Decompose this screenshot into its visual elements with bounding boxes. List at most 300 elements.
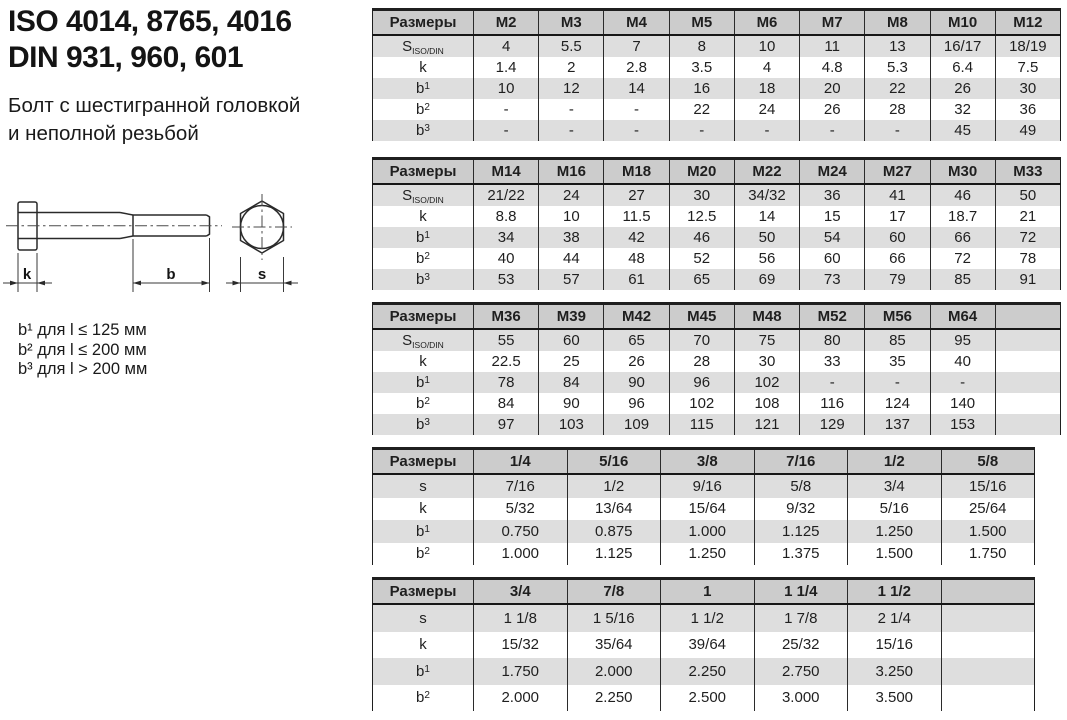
table-cell: 13 bbox=[865, 35, 930, 57]
table-cell-empty bbox=[941, 604, 1035, 632]
dimension-table-metric-table-2 bbox=[372, 157, 1061, 290]
table-cell: - bbox=[800, 120, 865, 141]
table-col-header: M48 bbox=[734, 304, 799, 330]
table-cell: 75 bbox=[734, 329, 799, 351]
table-cell: 1.500 bbox=[941, 520, 1035, 543]
table-cell: 14 bbox=[604, 78, 669, 99]
table-col-header: M33 bbox=[995, 159, 1060, 185]
table-cell: 46 bbox=[930, 184, 995, 206]
table-cell: - bbox=[669, 120, 734, 141]
row-label: $b^2$ bbox=[416, 395, 430, 412]
table-cell: 4 bbox=[474, 35, 539, 57]
table-col-header: M39 bbox=[539, 304, 604, 330]
table-cell: 2.8 bbox=[604, 57, 669, 78]
table-cell: 38 bbox=[539, 227, 604, 248]
dimension-table-imperial-table-2 bbox=[372, 577, 1035, 711]
table-cell: 40 bbox=[474, 248, 539, 269]
table-cell: 1 5/16 bbox=[567, 604, 661, 632]
table-cell: 30 bbox=[734, 351, 799, 372]
length-notes bbox=[18, 321, 147, 380]
table-cell: 25/64 bbox=[941, 498, 1035, 521]
table-cell: 60 bbox=[800, 248, 865, 269]
row-label: k bbox=[419, 636, 427, 654]
table-cell: 0.875 bbox=[567, 520, 661, 543]
table-cell-empty bbox=[995, 393, 1060, 414]
table-cell: 1.375 bbox=[754, 543, 848, 566]
table-header-label: Размеры bbox=[373, 579, 474, 605]
table-cell: 124 bbox=[865, 393, 930, 414]
table-row bbox=[373, 329, 1061, 351]
table-cell-empty bbox=[941, 658, 1035, 685]
row-label: s bbox=[419, 477, 427, 495]
table-col-header: M45 bbox=[669, 304, 734, 330]
table-col-header: M56 bbox=[865, 304, 930, 330]
table-cell: 10 bbox=[539, 206, 604, 227]
table-header-label: Размеры bbox=[373, 10, 474, 36]
table-row bbox=[373, 269, 1061, 290]
table-cell: 45 bbox=[930, 120, 995, 141]
table-cell: 27 bbox=[604, 184, 669, 206]
table-cell: 1.250 bbox=[661, 543, 755, 566]
table-cell: 109 bbox=[604, 414, 669, 435]
table-cell: 6.4 bbox=[930, 57, 995, 78]
table-cell: 4 bbox=[734, 57, 799, 78]
table-col-header: M18 bbox=[604, 159, 669, 185]
table-cell: 24 bbox=[734, 99, 799, 120]
dimension-s bbox=[226, 257, 298, 292]
table-cell: 7/16 bbox=[474, 474, 568, 498]
table-cell: - bbox=[800, 372, 865, 393]
table-cell: - bbox=[474, 120, 539, 141]
table-cell: 12 bbox=[539, 78, 604, 99]
table-cell: 61 bbox=[604, 269, 669, 290]
table-col-header: M27 bbox=[865, 159, 930, 185]
table-cell: 56 bbox=[734, 248, 799, 269]
table-cell: 2.250 bbox=[567, 685, 661, 712]
row-label: $b^1$ bbox=[416, 662, 430, 680]
table-cell-empty bbox=[995, 351, 1060, 372]
table-row bbox=[373, 414, 1061, 435]
table-cell: - bbox=[930, 372, 995, 393]
table-cell: 78 bbox=[474, 372, 539, 393]
table-cell: 54 bbox=[800, 227, 865, 248]
table-cell: 121 bbox=[734, 414, 799, 435]
table-col-header: 1 1/2 bbox=[848, 579, 942, 605]
table-row bbox=[373, 658, 1035, 685]
table-cell: 91 bbox=[995, 269, 1060, 290]
table-row bbox=[373, 227, 1061, 248]
table-cell: 1/2 bbox=[567, 474, 661, 498]
table-cell: 55 bbox=[474, 329, 539, 351]
table-cell-empty bbox=[941, 685, 1035, 712]
table-header-row bbox=[373, 159, 1061, 185]
table-cell: 78 bbox=[995, 248, 1060, 269]
table-col-header: 1/4 bbox=[474, 449, 568, 475]
table-cell: 11.5 bbox=[604, 206, 669, 227]
table-cell: 53 bbox=[474, 269, 539, 290]
table-row bbox=[373, 184, 1061, 206]
table-cell: 9/32 bbox=[754, 498, 848, 521]
table-cell: 95 bbox=[930, 329, 995, 351]
table-cell: - bbox=[865, 120, 930, 141]
table-cell: 1.4 bbox=[474, 57, 539, 78]
table-cell: 17 bbox=[865, 206, 930, 227]
table-cell: 15/64 bbox=[661, 498, 755, 521]
table-cell: 46 bbox=[669, 227, 734, 248]
table-header-row bbox=[373, 449, 1035, 475]
table-cell: 5/32 bbox=[474, 498, 568, 521]
table-cell: 39/64 bbox=[661, 632, 755, 659]
dimension-table-imperial-table-1 bbox=[372, 447, 1035, 565]
table-row bbox=[373, 474, 1035, 498]
table-cell: 1 1/8 bbox=[474, 604, 568, 632]
table-col-header: M2 bbox=[474, 10, 539, 36]
table-col-header: M52 bbox=[800, 304, 865, 330]
table-cell: 1.000 bbox=[661, 520, 755, 543]
table-header-row bbox=[373, 579, 1035, 605]
row-label: $b^3$ bbox=[416, 416, 430, 433]
row-label: $b^1$ bbox=[416, 80, 430, 97]
table-cell: 90 bbox=[604, 372, 669, 393]
table-cell: 30 bbox=[669, 184, 734, 206]
table-cell: 8.8 bbox=[474, 206, 539, 227]
table-cell: 7.5 bbox=[995, 57, 1060, 78]
table-col-header: M6 bbox=[734, 10, 799, 36]
table-cell: 140 bbox=[930, 393, 995, 414]
table-cell: 28 bbox=[669, 351, 734, 372]
table-cell: 36 bbox=[995, 99, 1060, 120]
note-b1: b¹ для l ≤ 125 мм bbox=[18, 321, 147, 339]
table-cell: 79 bbox=[865, 269, 930, 290]
table-cell: 96 bbox=[669, 372, 734, 393]
table-cell: 2.250 bbox=[661, 658, 755, 685]
table-cell: 60 bbox=[865, 227, 930, 248]
table-cell: 1.125 bbox=[567, 543, 661, 566]
table-cell: 84 bbox=[539, 372, 604, 393]
table-cell: 13/64 bbox=[567, 498, 661, 521]
table-cell: 2 1/4 bbox=[848, 604, 942, 632]
table-cell: - bbox=[474, 99, 539, 120]
table-cell: 153 bbox=[930, 414, 995, 435]
table-cell: 1.500 bbox=[848, 543, 942, 566]
row-label: $b^2$ bbox=[416, 250, 430, 267]
table-cell-empty bbox=[941, 632, 1035, 659]
table-row bbox=[373, 248, 1061, 269]
row-label: k bbox=[419, 353, 427, 370]
table-cell: 22 bbox=[865, 78, 930, 99]
table-row bbox=[373, 120, 1061, 141]
table-cell: 2.500 bbox=[661, 685, 755, 712]
table-col-header: M24 bbox=[800, 159, 865, 185]
row-label: $b^2$ bbox=[416, 545, 430, 563]
table-cell-empty bbox=[995, 372, 1060, 393]
table-header-row bbox=[373, 10, 1061, 36]
row-label: $b^2$ bbox=[416, 101, 430, 118]
table-cell: 3.000 bbox=[754, 685, 848, 712]
table-cell: 72 bbox=[995, 227, 1060, 248]
table-cell: 32 bbox=[930, 99, 995, 120]
table-cell: 15/32 bbox=[474, 632, 568, 659]
table-header-row bbox=[373, 304, 1061, 330]
table-cell: 1.750 bbox=[474, 658, 568, 685]
table-cell: 0.750 bbox=[474, 520, 568, 543]
row-label: $S_{ISO/DIN}$ bbox=[402, 186, 444, 205]
product-name bbox=[8, 92, 300, 148]
table-cell: 115 bbox=[669, 414, 734, 435]
table-cell: 2.000 bbox=[567, 658, 661, 685]
table-cell: 3/4 bbox=[848, 474, 942, 498]
table-cell: 50 bbox=[995, 184, 1060, 206]
table-col-header: M12 bbox=[995, 10, 1060, 36]
table-cell: 36 bbox=[800, 184, 865, 206]
table-col-header: M14 bbox=[474, 159, 539, 185]
product-name-line1: Болт с шестигранной головкой bbox=[8, 94, 301, 117]
table-cell: 16 bbox=[669, 78, 734, 99]
table-col-header: M5 bbox=[669, 10, 734, 36]
table-cell: 35 bbox=[865, 351, 930, 372]
table-cell: 26 bbox=[930, 78, 995, 99]
table-cell: 18/19 bbox=[995, 35, 1060, 57]
table-cell: 5/16 bbox=[848, 498, 942, 521]
table-col-header: M36 bbox=[474, 304, 539, 330]
table-cell: 8 bbox=[669, 35, 734, 57]
dimension-k bbox=[3, 253, 52, 292]
table-cell: - bbox=[604, 120, 669, 141]
table-cell: 137 bbox=[865, 414, 930, 435]
table-cell: 1.250 bbox=[848, 520, 942, 543]
table-cell: 2 bbox=[539, 57, 604, 78]
table-cell: 97 bbox=[474, 414, 539, 435]
row-label: $b^3$ bbox=[416, 271, 430, 288]
table-cell: 65 bbox=[604, 329, 669, 351]
table-cell: 15/16 bbox=[848, 632, 942, 659]
table-cell: 33 bbox=[800, 351, 865, 372]
table-col-header: 7/16 bbox=[754, 449, 848, 475]
table-cell: 42 bbox=[604, 227, 669, 248]
table-cell: 15 bbox=[800, 206, 865, 227]
row-label: s bbox=[419, 609, 427, 627]
table-col-header: M30 bbox=[930, 159, 995, 185]
table-cell: 44 bbox=[539, 248, 604, 269]
table-cell: 70 bbox=[669, 329, 734, 351]
table-cell: 24 bbox=[539, 184, 604, 206]
table-col-header: 5/16 bbox=[567, 449, 661, 475]
table-row bbox=[373, 604, 1035, 632]
table-col-header: 1/2 bbox=[848, 449, 942, 475]
table-cell: 116 bbox=[800, 393, 865, 414]
table-cell: 80 bbox=[800, 329, 865, 351]
table-col-header: M64 bbox=[930, 304, 995, 330]
dim-s-label: s bbox=[257, 266, 267, 283]
standard-title-din: DIN 931, 960, 601 bbox=[8, 41, 244, 74]
table-cell: - bbox=[539, 99, 604, 120]
table-cell: 18 bbox=[734, 78, 799, 99]
table-cell: 1 7/8 bbox=[754, 604, 848, 632]
table-cell: 50 bbox=[734, 227, 799, 248]
table-cell: 102 bbox=[734, 372, 799, 393]
table-col-header: M7 bbox=[800, 10, 865, 36]
row-label: k bbox=[419, 500, 427, 518]
table-cell: 57 bbox=[539, 269, 604, 290]
dim-k-label: k bbox=[22, 266, 32, 283]
table-cell: 16/17 bbox=[930, 35, 995, 57]
table-cell: 72 bbox=[930, 248, 995, 269]
table-cell: 34 bbox=[474, 227, 539, 248]
table-row bbox=[373, 393, 1061, 414]
table-row bbox=[373, 543, 1035, 566]
row-label: $S_{ISO/DIN}$ bbox=[402, 37, 444, 56]
standard-titles bbox=[8, 4, 292, 76]
table-row bbox=[373, 35, 1061, 57]
table-col-header: M10 bbox=[930, 10, 995, 36]
table-col-header: 5/8 bbox=[941, 449, 1035, 475]
table-cell: - bbox=[734, 120, 799, 141]
table-cell: 49 bbox=[995, 120, 1060, 141]
table-cell: 40 bbox=[930, 351, 995, 372]
table-cell: 20 bbox=[800, 78, 865, 99]
table-cell: 65 bbox=[669, 269, 734, 290]
table-col-header: M16 bbox=[539, 159, 604, 185]
hex-head-view bbox=[232, 194, 292, 260]
table-cell: 73 bbox=[800, 269, 865, 290]
table-cell: - bbox=[865, 372, 930, 393]
table-row bbox=[373, 351, 1061, 372]
table-row bbox=[373, 57, 1061, 78]
table-col-header: M4 bbox=[604, 10, 669, 36]
table-cell: 28 bbox=[865, 99, 930, 120]
table-cell: 22 bbox=[669, 99, 734, 120]
row-label: $b^1$ bbox=[416, 229, 430, 246]
table-cell: 34/32 bbox=[734, 184, 799, 206]
table-cell: 26 bbox=[800, 99, 865, 120]
row-label: $b^2$ bbox=[416, 689, 430, 707]
table-col-header: 3/8 bbox=[661, 449, 755, 475]
table-row bbox=[373, 206, 1061, 227]
table-cell: 129 bbox=[800, 414, 865, 435]
table-col-header: M22 bbox=[734, 159, 799, 185]
standard-title-iso: ISO 4014, 8765, 4016 bbox=[8, 5, 292, 38]
table-cell: 2.750 bbox=[754, 658, 848, 685]
table-cell: 5/8 bbox=[754, 474, 848, 498]
table-cell: 69 bbox=[734, 269, 799, 290]
table-cell: 25/32 bbox=[754, 632, 848, 659]
table-row bbox=[373, 372, 1061, 393]
table-cell: 11 bbox=[800, 35, 865, 57]
dimension-table-metric-table-1 bbox=[372, 8, 1061, 141]
dimension-table-metric-table-3 bbox=[372, 302, 1061, 435]
table-cell: - bbox=[604, 99, 669, 120]
table-cell-empty bbox=[995, 329, 1060, 351]
bolt-side-view bbox=[6, 202, 222, 250]
table-col-header: M20 bbox=[669, 159, 734, 185]
table-cell: 90 bbox=[539, 393, 604, 414]
table-cell: 96 bbox=[604, 393, 669, 414]
row-label: k bbox=[419, 59, 427, 76]
table-cell: 41 bbox=[865, 184, 930, 206]
table-cell: 52 bbox=[669, 248, 734, 269]
row-label: $b^1$ bbox=[416, 374, 430, 391]
table-cell: 103 bbox=[539, 414, 604, 435]
table-cell: 21/22 bbox=[474, 184, 539, 206]
table-cell: 108 bbox=[734, 393, 799, 414]
table-col-header: 1 bbox=[661, 579, 755, 605]
table-cell: 85 bbox=[865, 329, 930, 351]
table-cell: 85 bbox=[930, 269, 995, 290]
table-cell: 30 bbox=[995, 78, 1060, 99]
table-cell: 7 bbox=[604, 35, 669, 57]
table-cell: 26 bbox=[604, 351, 669, 372]
row-label: k bbox=[419, 208, 427, 225]
table-col-header: 7/8 bbox=[567, 579, 661, 605]
table-cell: 102 bbox=[669, 393, 734, 414]
row-label: $b^3$ bbox=[416, 122, 430, 139]
table-cell: 35/64 bbox=[567, 632, 661, 659]
table-cell: 21 bbox=[995, 206, 1060, 227]
table-cell: 12.5 bbox=[669, 206, 734, 227]
table-row bbox=[373, 632, 1035, 659]
table-cell: 1.750 bbox=[941, 543, 1035, 566]
table-row bbox=[373, 498, 1035, 521]
row-label: $S_{ISO/DIN}$ bbox=[402, 331, 444, 350]
table-cell: 18.7 bbox=[930, 206, 995, 227]
table-row bbox=[373, 520, 1035, 543]
table-cell: 1.000 bbox=[474, 543, 568, 566]
table-row bbox=[373, 99, 1061, 120]
table-col-header: M3 bbox=[539, 10, 604, 36]
table-cell: 1 1/2 bbox=[661, 604, 755, 632]
note-b2: b² для l ≤ 200 мм bbox=[18, 340, 147, 359]
table-header-label: Размеры bbox=[373, 449, 474, 475]
table-cell: 66 bbox=[930, 227, 995, 248]
table-cell-empty bbox=[995, 414, 1060, 435]
table-cell: 25 bbox=[539, 351, 604, 372]
table-cell: 5.5 bbox=[539, 35, 604, 57]
table-cell: 3.5 bbox=[669, 57, 734, 78]
row-label: $b^1$ bbox=[416, 522, 430, 540]
table-col-header: M42 bbox=[604, 304, 669, 330]
table-col-header-empty bbox=[995, 304, 1060, 330]
table-cell: 10 bbox=[734, 35, 799, 57]
table-cell: 10 bbox=[474, 78, 539, 99]
table-cell: 60 bbox=[539, 329, 604, 351]
dim-b-label: b bbox=[166, 266, 176, 283]
note-b3: b³ для l > 200 мм bbox=[18, 360, 148, 378]
table-row bbox=[373, 78, 1061, 99]
table-cell: 15/16 bbox=[941, 474, 1035, 498]
table-cell: - bbox=[539, 120, 604, 141]
table-cell: 2.000 bbox=[474, 685, 568, 712]
table-col-header: 1 1/4 bbox=[754, 579, 848, 605]
table-col-header-empty bbox=[941, 579, 1035, 605]
table-cell: 66 bbox=[865, 248, 930, 269]
table-cell: 9/16 bbox=[661, 474, 755, 498]
table-cell: 3.250 bbox=[848, 658, 942, 685]
table-cell: 1.125 bbox=[754, 520, 848, 543]
table-header-label: Размеры bbox=[373, 304, 474, 330]
table-header-label: Размеры bbox=[373, 159, 474, 185]
table-cell: 5.3 bbox=[865, 57, 930, 78]
dimension-b bbox=[133, 238, 210, 292]
table-col-header: 3/4 bbox=[474, 579, 568, 605]
product-name-line2: и неполной резьбой bbox=[8, 122, 199, 145]
table-cell: 48 bbox=[604, 248, 669, 269]
table-cell: 14 bbox=[734, 206, 799, 227]
table-cell: 22.5 bbox=[474, 351, 539, 372]
table-cell: 3.500 bbox=[848, 685, 942, 712]
table-row bbox=[373, 685, 1035, 712]
table-col-header: M8 bbox=[865, 10, 930, 36]
table-cell: 84 bbox=[474, 393, 539, 414]
